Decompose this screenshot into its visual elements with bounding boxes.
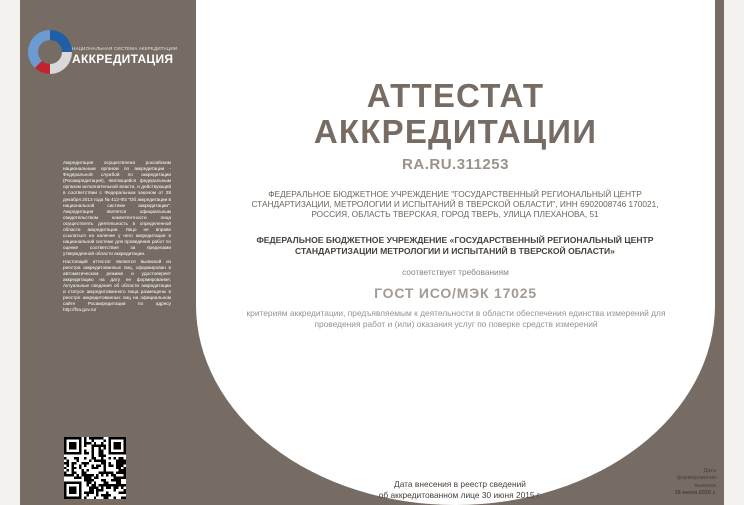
formation-label: выписки: [694, 482, 716, 489]
registration-number: RA.RU.311253: [402, 156, 509, 173]
standard-name: ГОСТ ИСО/МЭК 17025: [374, 285, 537, 301]
logo-name: АККРЕДИТАЦИЯ: [72, 52, 174, 66]
logo-caption: НАЦИОНАЛЬНАЯ СИСТЕМА АККРЕДИТАЦИИ: [72, 46, 178, 51]
organization-name: ФЕДЕРАЛЬНОЕ БЮДЖЕТНОЕ УЧРЕЖДЕНИЕ «ГОСУДАРСТВЕННЫЙ РЕГИОНАЛЬНЫЙ ЦЕНТР СТАНДАРТИЗАЦИИ МЕТРОЛОГИИ И ИСПЫТАНИЙ В ТВЕРСКОЙ ОБЛАСТИ»: [256, 235, 654, 256]
accreditation-notice: [63, 160, 171, 314]
registry-date-line-2: об аккредитованном лице 30 июня 2015 г.: [378, 490, 542, 500]
notice-paragraph: Настоящий аттестат является выпиской из реестра аккредитованных лиц, сформирован в автоматическом режиме и удостоверяет аккредитацию на дату ее формирования. Актуальные сведения об области аккредитации и статусе аккредитованного лица размещены в реестре аккредитованных лиц на официальном сайте Росаккредитации по адресу http://fsa.gov.ru/: [63, 258, 171, 313]
title-line-1: АТТЕСТАТ: [366, 77, 545, 114]
formation-label: формирования: [676, 475, 716, 482]
qr-code-icon: [64, 437, 126, 499]
registry-date-line-1: Дата внесения в реестр сведений: [394, 479, 526, 489]
title-line-2: АККРЕДИТАЦИИ: [313, 113, 598, 150]
organization-full-details: ФЕДЕРАЛЬНОЕ БЮДЖЕТНОЕ УЧРЕЖДЕНИЕ "ГОСУДАРСТВЕННЫЙ РЕГИОНАЛЬНЫЙ ЦЕНТР СТАНДАРТИЗАЦИИ, МЕТРОЛОГИИ И ИСПЫТАНИЙ В ТВЕРСКОЙ ОБЛАСТИ", ИНН 6902008746 170021, РОССИЯ, ОБЛАСТЬ ТВЕРСКАЯ, ГОРОД ТВЕРЬ, УЛИЦА ПЛЕХАНОВА, 51: [251, 189, 659, 220]
certificate-title: [196, 78, 715, 150]
accreditation-logo: [28, 30, 188, 90]
complies-text: соответствует требованиям: [402, 267, 509, 277]
notice-paragraph: Аккредитация осуществлена российским национальным органом по аккредитации - Федеральной службой по аккредитации (Росаккредитация), являющейся федеральным органом исполнительной власти, и действующей в соответствии с Федеральным законом от 28 декабря 2013 года № 412-ФЗ "Об аккредитации в национальной системе аккредитации". Аккредитация является официальным свидетельством компетентности лица осуществлять деятельность в определенной области аккредитации. Лицо не вправе ссылаться на наличие у него аккредитации в национальной системе для проведения работ по оценке соответствия за пределами утвержденной области аккредитации.: [63, 160, 171, 257]
registry-entry-date: [360, 479, 560, 501]
accreditation-criteria: критериям аккредитации, предъявляемым к деятельности в области обеспечения единства измерений для проведения работ и (или) оказания услуг по поверке средств измерений: [246, 308, 666, 329]
formation-label: Дата: [703, 468, 716, 474]
formation-date-block: [640, 468, 716, 497]
logo-emblem-icon: [28, 30, 72, 74]
formation-date: 18 июня 2020 г.: [674, 489, 716, 496]
